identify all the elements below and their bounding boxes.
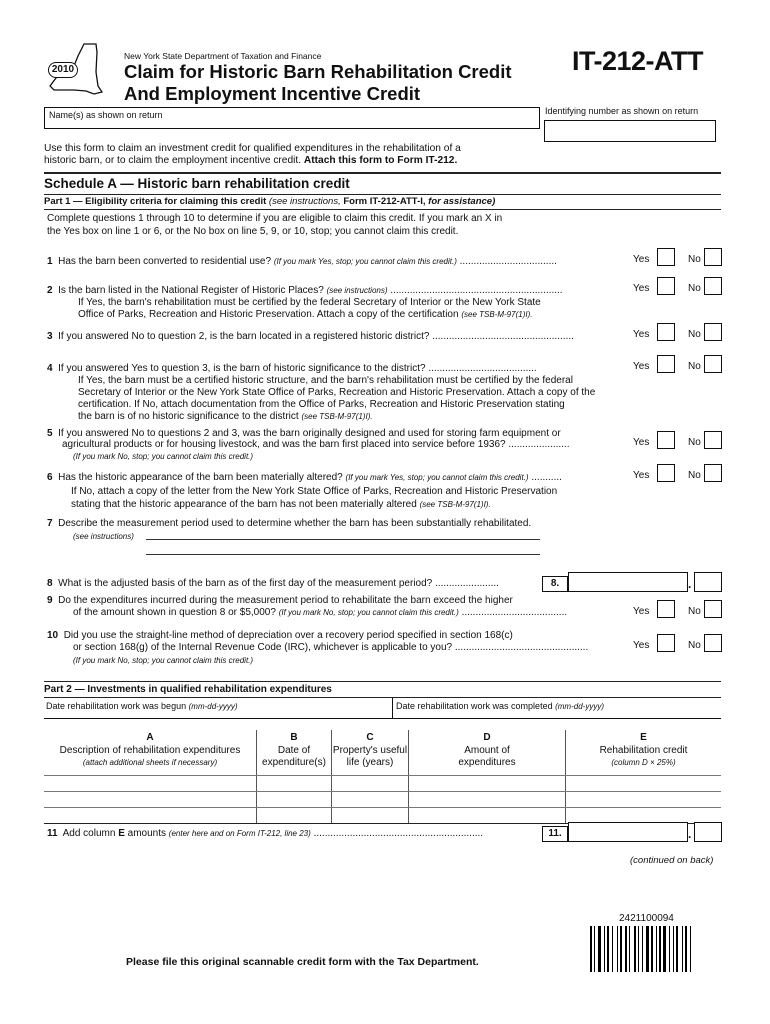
barcode-bar	[651, 926, 653, 972]
barcode-bar	[612, 926, 613, 972]
q7-answer-line-1[interactable]	[146, 539, 540, 540]
barcode-bar	[607, 926, 609, 972]
question-4: 4 If you answered Yes to question 3, is the barn of historic significance to the district? .......................................	[47, 363, 537, 374]
barcode-bar	[598, 926, 601, 972]
q4-yes-label: Yes	[633, 361, 650, 372]
line-11-label: 11.	[542, 826, 568, 842]
barcode-bar	[617, 926, 618, 972]
q3-no-label: No	[688, 329, 701, 340]
line-11-cents-field[interactable]	[694, 822, 722, 842]
names-field[interactable]	[44, 107, 540, 129]
question-5-note: (If you mark No, stop; you cannot claim this credit.)	[73, 452, 254, 461]
q3-no-checkbox[interactable]	[704, 323, 722, 341]
line-11: 11 Add column E amounts (enter here and on Form IT-212, line 23) .............................................................	[47, 828, 484, 839]
q5-no-label: No	[688, 437, 701, 448]
question-8: 8 What is the adjusted basis of the barn as of the first day of the measurement period? .......................	[47, 578, 499, 589]
q4-note-line1: If Yes, the barn must be a certified historic structure, and the barn's rehabilitation must be certified by the federal	[78, 375, 573, 386]
barcode-bar	[690, 926, 691, 972]
line-8-cents-field[interactable]	[694, 572, 722, 592]
file-note: Please file this original scannable credit form with the Tax Department.	[126, 956, 479, 968]
q3-yes-checkbox[interactable]	[657, 323, 675, 341]
q2-no-label: No	[688, 283, 701, 294]
barcode-bar	[594, 926, 595, 972]
line-8-decimal: .	[688, 577, 692, 591]
q6-yes-checkbox[interactable]	[657, 464, 675, 482]
date-begun-field[interactable]	[44, 698, 393, 719]
line-8-label: 8.	[542, 576, 568, 592]
date-completed-label: Date rehabilitation work was completed (mm-dd-yyyy)	[396, 701, 604, 711]
barcode-bar	[685, 926, 687, 972]
barcode-bar	[676, 926, 678, 972]
q7-answer-line-2[interactable]	[146, 554, 540, 555]
date-completed-field[interactable]	[393, 698, 721, 719]
question-10: 10 Did you use the straight-line method of depreciation over a recovery period specified in section 168(c)	[47, 630, 513, 641]
q4-note-line3: certification. If No, attach documentation from the Office of Parks, Recreation and Historic Preservation stating	[78, 399, 565, 410]
line-8-amount-field[interactable]	[568, 572, 688, 592]
col-b-header: B Date of expenditure(s)	[262, 732, 326, 768]
question-2: 2 Is the barn listed in the National Register of Historic Places? (see instructions) ..............................................................	[47, 285, 563, 296]
q5-yes-checkbox[interactable]	[657, 431, 675, 449]
barcode-bar	[629, 926, 630, 972]
barcode-bar	[659, 926, 661, 972]
schedule-a-title: Schedule A — Historic barn rehabilitation credit	[44, 176, 350, 191]
q6-yes-label: Yes	[633, 470, 650, 481]
form-title-line1: Claim for Historic Barn Rehabilitation Credit	[124, 61, 512, 82]
q4-note-line4: the barn is of no historic significance to the district (see TSB-M-97(1)I).	[78, 411, 373, 422]
q4-no-checkbox[interactable]	[704, 355, 722, 373]
col-a-header: A Description of rehabilitation expenditures (attach additional sheets if necessary)	[59, 732, 241, 767]
intro-line2: historic barn, or to claim the employment incentive credit. Attach this form to Form IT-212.	[44, 155, 458, 166]
barcode-bar	[673, 926, 674, 972]
id-label: Identifying number as shown on return	[545, 106, 699, 116]
instructions-line1: Complete questions 1 through 10 to determine if you are eligible to claim this credit. If you mark an X in	[47, 213, 503, 224]
intro-line1: Use this form to claim an investment credit for qualified expenditures in the rehabilitation of a	[44, 143, 461, 154]
form-number: IT-212-ATT	[572, 46, 704, 76]
q6-note-line2: stating that the historic appearance of the barn has not been materially altered (see TSB-M-97(1)I).	[71, 499, 491, 510]
question-5-line2: agricultural products or for housing livestock, and was the barn first placed into service before 1936? ......................	[62, 439, 570, 450]
q9-no-checkbox[interactable]	[704, 600, 722, 618]
q2-note-line2: Office of Parks, Recreation and Historic Preservation. Attach a copy of the certification (see TSB-M-97(1)I).	[78, 309, 533, 320]
question-1: 1 Has the barn been converted to residential use? (If you mark Yes, stop; you cannot claim this credit.) ...................................	[47, 256, 557, 267]
barcode-bar	[656, 926, 657, 972]
question-7-note: (see instructions)	[73, 532, 134, 541]
part2-title: Part 2 — Investments in qualified rehabilitation expenditures	[44, 684, 332, 695]
q4-no-label: No	[688, 361, 701, 372]
q6-note-line1: If No, attach a copy of the letter from the New York State Office of Parks, Recreation and Historic Preservation	[71, 486, 558, 497]
table-row[interactable]	[44, 808, 721, 823]
question-9: 9 Do the expenditures incurred during the measurement period to rehabilitate the barn exceed the higher	[47, 595, 513, 606]
department-name: New York State Department of Taxation and Finance	[124, 51, 322, 61]
table-row[interactable]	[44, 776, 721, 791]
barcode-bar	[604, 926, 605, 972]
q5-yes-label: Yes	[633, 437, 650, 448]
line-11-amount-field[interactable]	[568, 822, 688, 842]
barcode-number: 2421100094	[619, 913, 674, 924]
line-11-decimal: .	[688, 827, 692, 841]
q9-yes-checkbox[interactable]	[657, 600, 675, 618]
col-e-header: E Rehabilitation credit (column D × 25%)	[599, 732, 688, 767]
q4-note-line2: Secretary of Interior or the New York State Office of Parks, Recreation and Historic Preservation. Attach a copy of the	[78, 387, 596, 398]
question-10-line2: or section 168(g) of the Internal Revenue Code (IRC), whichever is applicable to you? ................................................	[73, 642, 589, 653]
question-6: 6 Has the historic appearance of the barn been materially altered? (If you mark Yes, stop; you cannot claim this credit.) ...........	[47, 472, 562, 483]
q6-no-checkbox[interactable]	[704, 464, 722, 482]
question-9-line2: of the amount shown in question 8 or $5,000? (If you mark No, stop; you cannot claim this credit.) ......................................	[73, 607, 568, 618]
part1-title: Part 1 — Eligibility criteria for claiming this credit (see instructions, Form IT-212-ATT-I, for assistance)	[44, 196, 496, 207]
barcode-bar	[663, 926, 666, 972]
barcode-bar	[625, 926, 627, 972]
q9-no-label: No	[688, 606, 701, 617]
barcode-bar	[682, 926, 683, 972]
q9-yes-label: Yes	[633, 606, 650, 617]
table-row[interactable]	[44, 792, 721, 807]
tax-year-badge: 2010	[48, 62, 78, 78]
question-7: 7 Describe the measurement period used to determine whether the barn has been substantially rehabilitated.	[47, 518, 532, 529]
q1-no-label: No	[688, 254, 701, 265]
q2-note-line1: If Yes, the barn's rehabilitation must be certified by the federal Secretary of Interior or the New York State	[78, 297, 541, 308]
col-d-header: D Amount of expenditures	[458, 732, 516, 768]
barcode-bar	[638, 926, 639, 972]
barcode-bar	[634, 926, 636, 972]
q1-yes-checkbox[interactable]	[657, 248, 675, 266]
date-begun-label: Date rehabilitation work was begun (mm-dd-yyyy)	[46, 701, 238, 711]
form-title-line2: And Employment Incentive Credit	[124, 83, 421, 104]
q10-no-checkbox[interactable]	[704, 634, 722, 652]
question-10-note: (If you mark No, stop; you cannot claim this credit.)	[73, 656, 254, 665]
q1-no-checkbox[interactable]	[704, 248, 722, 266]
q5-no-checkbox[interactable]	[704, 431, 722, 449]
barcode-bar	[669, 926, 670, 972]
q3-yes-label: Yes	[633, 329, 650, 340]
q6-no-label: No	[688, 470, 701, 481]
continued-note: (continued on back)	[630, 855, 714, 866]
q2-no-checkbox[interactable]	[704, 277, 722, 295]
q10-no-label: No	[688, 640, 701, 651]
q2-yes-label: Yes	[633, 283, 650, 294]
q10-yes-label: Yes	[633, 640, 650, 651]
barcode-bar	[620, 926, 622, 972]
barcode	[590, 926, 722, 972]
q1-yes-label: Yes	[633, 254, 650, 265]
q10-yes-checkbox[interactable]	[657, 634, 675, 652]
question-3: 3 If you answered No to question 2, is the barn located in a registered historic district? ...................................................	[47, 331, 574, 342]
barcode-bar	[642, 926, 643, 972]
names-label: Name(s) as shown on return	[49, 110, 163, 120]
question-5: 5 If you answered No to questions 2 and 3, was the barn originally designed and used for storing farm equipment or	[47, 428, 561, 439]
barcode-bar	[646, 926, 649, 972]
q4-yes-checkbox[interactable]	[657, 355, 675, 373]
col-c-header: C Property's useful life (years)	[332, 732, 408, 768]
id-number-field[interactable]	[544, 120, 716, 142]
q2-yes-checkbox[interactable]	[657, 277, 675, 295]
barcode-bar	[590, 926, 592, 972]
instructions-line2: the Yes box on line 1 or 6, or the No box on line 5, 9, or 10, stop; you cannot claim this credit.	[47, 226, 459, 237]
